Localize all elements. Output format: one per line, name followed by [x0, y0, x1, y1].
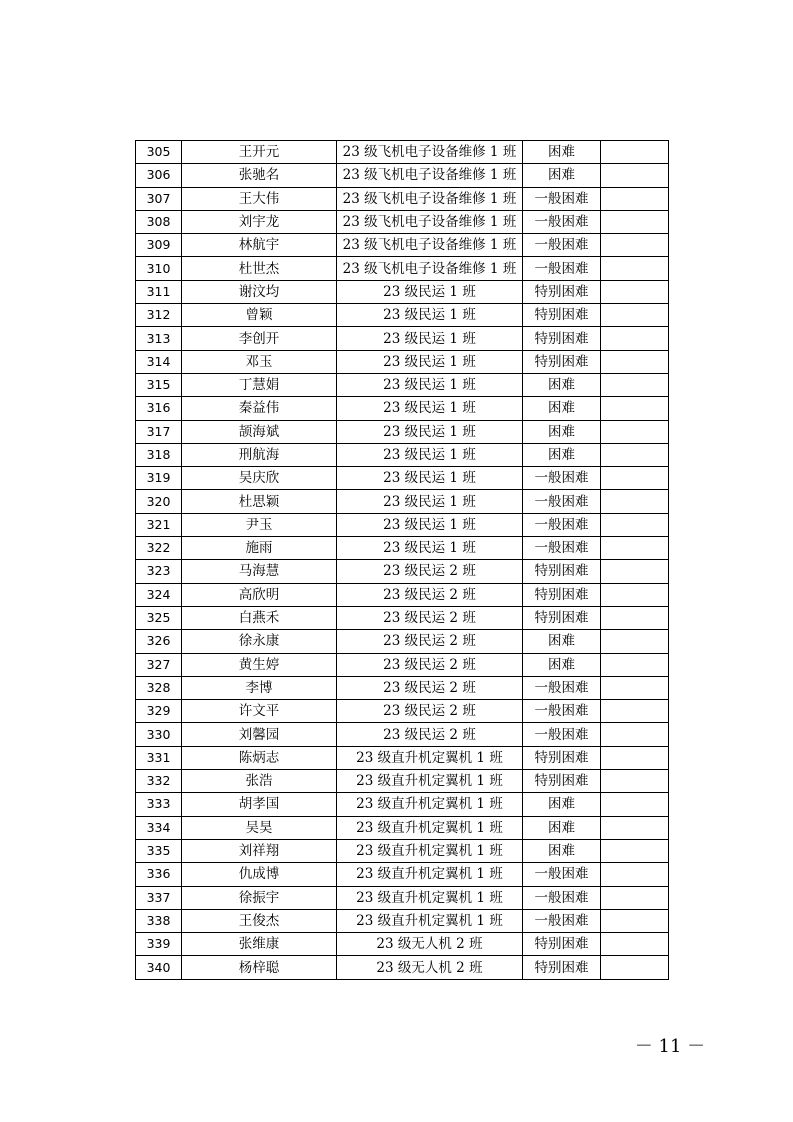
student-name: 马海慧	[182, 560, 337, 583]
row-number: 335	[136, 839, 182, 862]
difficulty-level: 困难	[523, 793, 601, 816]
difficulty-level: 困难	[523, 164, 601, 187]
table-row	[136, 210, 669, 233]
row-number: 338	[136, 909, 182, 932]
student-name: 刑航海	[182, 443, 337, 466]
student-name: 吴昊	[182, 816, 337, 839]
difficulty-level: 一般困难	[523, 490, 601, 513]
table-row	[136, 583, 669, 606]
class-name: 23 级民运 1 班	[337, 304, 523, 327]
difficulty-level: 特别困难	[523, 933, 601, 956]
remarks-cell	[601, 770, 669, 793]
row-number: 309	[136, 234, 182, 257]
class-name: 23 级民运 1 班	[337, 280, 523, 303]
difficulty-level: 困难	[523, 653, 601, 676]
class-name: 23 级飞机电子设备维修 1 班	[337, 187, 523, 210]
remarks-cell	[601, 327, 669, 350]
difficulty-level: 一般困难	[523, 537, 601, 560]
row-number: 336	[136, 863, 182, 886]
row-number: 326	[136, 630, 182, 653]
remarks-cell	[601, 420, 669, 443]
remarks-cell	[601, 839, 669, 862]
table-row	[136, 676, 669, 699]
remarks-cell	[601, 793, 669, 816]
table-row	[136, 560, 669, 583]
class-name: 23 级民运 2 班	[337, 723, 523, 746]
table-row	[136, 280, 669, 303]
remarks-cell	[601, 700, 669, 723]
student-name: 李创开	[182, 327, 337, 350]
remarks-cell	[601, 956, 669, 979]
difficulty-level: 困难	[523, 839, 601, 862]
row-number: 312	[136, 304, 182, 327]
class-name: 23 级民运 1 班	[337, 420, 523, 443]
remarks-cell	[601, 210, 669, 233]
class-name: 23 级民运 1 班	[337, 513, 523, 536]
student-name: 林航宇	[182, 234, 337, 257]
student-name: 黄生婷	[182, 653, 337, 676]
class-name: 23 级飞机电子设备维修 1 班	[337, 234, 523, 257]
table-row	[136, 141, 669, 164]
student-name: 徐振宇	[182, 886, 337, 909]
row-number: 339	[136, 933, 182, 956]
row-number: 313	[136, 327, 182, 350]
table-row	[136, 304, 669, 327]
remarks-cell	[601, 513, 669, 536]
difficulty-level: 特别困难	[523, 956, 601, 979]
remarks-cell	[601, 164, 669, 187]
class-name: 23 级民运 2 班	[337, 583, 523, 606]
table-row	[136, 746, 669, 769]
student-name: 胡孝国	[182, 793, 337, 816]
class-name: 23 级民运 1 班	[337, 350, 523, 373]
row-number: 328	[136, 676, 182, 699]
student-name: 李博	[182, 676, 337, 699]
class-name: 23 级飞机电子设备维修 1 班	[337, 210, 523, 233]
table-row	[136, 350, 669, 373]
row-number: 333	[136, 793, 182, 816]
row-number: 317	[136, 420, 182, 443]
class-name: 23 级直升机定翼机 1 班	[337, 886, 523, 909]
table-row	[136, 513, 669, 536]
class-name: 23 级民运 2 班	[337, 700, 523, 723]
student-name: 许文平	[182, 700, 337, 723]
class-name: 23 级民运 1 班	[337, 467, 523, 490]
class-name: 23 级直升机定翼机 1 班	[337, 816, 523, 839]
remarks-cell	[601, 304, 669, 327]
student-name: 杜世杰	[182, 257, 337, 280]
remarks-cell	[601, 909, 669, 932]
student-name: 杜思颖	[182, 490, 337, 513]
difficulty-level: 一般困难	[523, 886, 601, 909]
row-number: 305	[136, 141, 182, 164]
student-name: 陈炳志	[182, 746, 337, 769]
table-row	[136, 793, 669, 816]
student-name: 谢汶均	[182, 280, 337, 303]
class-name: 23 级民运 1 班	[337, 490, 523, 513]
class-name: 23 级民运 2 班	[337, 653, 523, 676]
row-number: 314	[136, 350, 182, 373]
difficulty-level: 一般困难	[523, 863, 601, 886]
remarks-cell	[601, 886, 669, 909]
difficulty-level: 一般困难	[523, 723, 601, 746]
table-row	[136, 443, 669, 466]
difficulty-level: 困难	[523, 141, 601, 164]
row-number: 316	[136, 397, 182, 420]
class-name: 23 级民运 2 班	[337, 560, 523, 583]
row-number: 337	[136, 886, 182, 909]
remarks-cell	[601, 280, 669, 303]
remarks-cell	[601, 630, 669, 653]
remarks-cell	[601, 350, 669, 373]
table-row	[136, 630, 669, 653]
remarks-cell	[601, 537, 669, 560]
row-number: 331	[136, 746, 182, 769]
class-name: 23 级民运 2 班	[337, 630, 523, 653]
student-name: 王俊杰	[182, 909, 337, 932]
remarks-cell	[601, 187, 669, 210]
difficulty-level: 特别困难	[523, 327, 601, 350]
row-number: 330	[136, 723, 182, 746]
class-name: 23 级民运 1 班	[337, 443, 523, 466]
student-name: 仇成博	[182, 863, 337, 886]
table-row	[136, 537, 669, 560]
student-name: 徐永康	[182, 630, 337, 653]
remarks-cell	[601, 560, 669, 583]
class-name: 23 级民运 1 班	[337, 397, 523, 420]
row-number: 320	[136, 490, 182, 513]
remarks-cell	[601, 653, 669, 676]
class-name: 23 级飞机电子设备维修 1 班	[337, 257, 523, 280]
difficulty-level: 一般困难	[523, 676, 601, 699]
table-row	[136, 397, 669, 420]
row-number: 310	[136, 257, 182, 280]
table-row	[136, 770, 669, 793]
class-name: 23 级直升机定翼机 1 班	[337, 909, 523, 932]
difficulty-level: 特别困难	[523, 280, 601, 303]
difficulty-level: 一般困难	[523, 909, 601, 932]
difficulty-level: 困难	[523, 373, 601, 396]
row-number: 340	[136, 956, 182, 979]
table-row	[136, 327, 669, 350]
student-name: 高欣明	[182, 583, 337, 606]
row-number: 311	[136, 280, 182, 303]
student-name: 张浩	[182, 770, 337, 793]
row-number: 322	[136, 537, 182, 560]
student-name: 吴庆欣	[182, 467, 337, 490]
class-name: 23 级直升机定翼机 1 班	[337, 863, 523, 886]
table-row	[136, 490, 669, 513]
table-row	[136, 723, 669, 746]
remarks-cell	[601, 467, 669, 490]
student-name: 丁慧娟	[182, 373, 337, 396]
table-row	[136, 420, 669, 443]
class-name: 23 级民运 1 班	[337, 373, 523, 396]
student-name: 尹玉	[182, 513, 337, 536]
remarks-cell	[601, 676, 669, 699]
student-name: 王开元	[182, 141, 337, 164]
difficulty-level: 困难	[523, 397, 601, 420]
table-row	[136, 956, 669, 979]
student-name: 颉海斌	[182, 420, 337, 443]
row-number: 324	[136, 583, 182, 606]
table-row	[136, 373, 669, 396]
student-name: 杨梓聪	[182, 956, 337, 979]
row-number: 325	[136, 606, 182, 629]
difficulty-level: 困难	[523, 816, 601, 839]
student-name: 白燕禾	[182, 606, 337, 629]
row-number: 308	[136, 210, 182, 233]
difficulty-level: 特别困难	[523, 606, 601, 629]
class-name: 23 级直升机定翼机 1 班	[337, 793, 523, 816]
student-name: 邓玉	[182, 350, 337, 373]
difficulty-level: 一般困难	[523, 257, 601, 280]
table-row	[136, 909, 669, 932]
difficulty-level: 一般困难	[523, 513, 601, 536]
remarks-cell	[601, 141, 669, 164]
difficulty-level: 特别困难	[523, 304, 601, 327]
row-number: 327	[136, 653, 182, 676]
remarks-cell	[601, 933, 669, 956]
table-row	[136, 700, 669, 723]
student-name: 秦益伟	[182, 397, 337, 420]
difficulty-level: 特别困难	[523, 746, 601, 769]
student-name: 施雨	[182, 537, 337, 560]
table-row	[136, 164, 669, 187]
table-row	[136, 886, 669, 909]
difficulty-level: 特别困难	[523, 770, 601, 793]
class-name: 23 级民运 2 班	[337, 676, 523, 699]
table-row	[136, 187, 669, 210]
row-number: 329	[136, 700, 182, 723]
row-number: 321	[136, 513, 182, 536]
remarks-cell	[601, 583, 669, 606]
page-number: － 11 －	[634, 1036, 706, 1057]
student-name: 刘祥翔	[182, 839, 337, 862]
row-number: 315	[136, 373, 182, 396]
remarks-cell	[601, 606, 669, 629]
row-number: 306	[136, 164, 182, 187]
table-row	[136, 234, 669, 257]
difficulty-level: 特别困难	[523, 350, 601, 373]
class-name: 23 级直升机定翼机 1 班	[337, 746, 523, 769]
remarks-cell	[601, 257, 669, 280]
difficulty-level: 一般困难	[523, 210, 601, 233]
difficulty-level: 困难	[523, 630, 601, 653]
table-row	[136, 467, 669, 490]
table-row	[136, 816, 669, 839]
class-name: 23 级无人机 2 班	[337, 956, 523, 979]
row-number: 307	[136, 187, 182, 210]
class-name: 23 级直升机定翼机 1 班	[337, 770, 523, 793]
remarks-cell	[601, 863, 669, 886]
class-name: 23 级民运 1 班	[337, 327, 523, 350]
student-aid-table-body	[136, 141, 669, 980]
student-name: 王大伟	[182, 187, 337, 210]
student-name: 刘馨园	[182, 723, 337, 746]
row-number: 332	[136, 770, 182, 793]
class-name: 23 级民运 1 班	[337, 537, 523, 560]
difficulty-level: 一般困难	[523, 234, 601, 257]
student-name: 张驰名	[182, 164, 337, 187]
row-number: 334	[136, 816, 182, 839]
difficulty-level: 一般困难	[523, 700, 601, 723]
remarks-cell	[601, 723, 669, 746]
class-name: 23 级无人机 2 班	[337, 933, 523, 956]
difficulty-level: 困难	[523, 443, 601, 466]
table-row	[136, 606, 669, 629]
remarks-cell	[601, 234, 669, 257]
class-name: 23 级飞机电子设备维修 1 班	[337, 141, 523, 164]
student-aid-table	[135, 140, 669, 980]
remarks-cell	[601, 443, 669, 466]
remarks-cell	[601, 816, 669, 839]
class-name: 23 级飞机电子设备维修 1 班	[337, 164, 523, 187]
difficulty-level: 特别困难	[523, 560, 601, 583]
difficulty-level: 困难	[523, 420, 601, 443]
difficulty-level: 特别困难	[523, 583, 601, 606]
remarks-cell	[601, 373, 669, 396]
row-number: 323	[136, 560, 182, 583]
table-row	[136, 257, 669, 280]
remarks-cell	[601, 746, 669, 769]
class-name: 23 级直升机定翼机 1 班	[337, 839, 523, 862]
remarks-cell	[601, 397, 669, 420]
student-name: 刘宇龙	[182, 210, 337, 233]
difficulty-level: 一般困难	[523, 467, 601, 490]
difficulty-level: 一般困难	[523, 187, 601, 210]
table-row	[136, 933, 669, 956]
row-number: 318	[136, 443, 182, 466]
student-name: 曾颖	[182, 304, 337, 327]
class-name: 23 级民运 2 班	[337, 606, 523, 629]
row-number: 319	[136, 467, 182, 490]
table-row	[136, 863, 669, 886]
table-row	[136, 653, 669, 676]
student-name: 张维康	[182, 933, 337, 956]
remarks-cell	[601, 490, 669, 513]
table-row	[136, 839, 669, 862]
